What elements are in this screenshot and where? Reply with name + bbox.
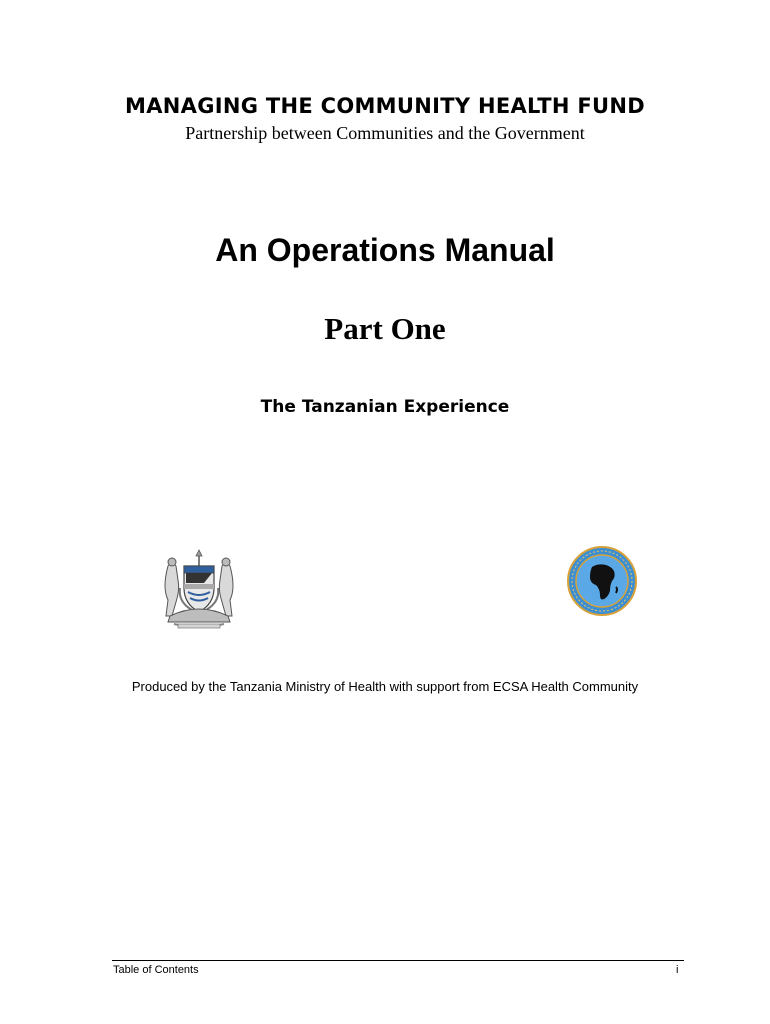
coat-of-arms-icon [160,548,238,630]
footer-page-number: i [676,964,679,976]
footer-section-label: Table of Contents [113,964,199,976]
document-subtitle: The Tanzanian Experience [260,397,510,417]
part-title: Part One [324,311,446,346]
document-title: An Operations Manual [215,232,555,268]
ecsa-africa-logo-icon [566,545,638,617]
footer-divider [112,960,684,961]
main-heading: MANAGING THE COMMUNITY HEALTH FUND [125,94,645,118]
credits-line: Produced by the Tanzania Ministry of Health with support from ECSA Health Community [131,679,639,694]
subheading: Partnership between Communities and the Government [185,123,585,143]
